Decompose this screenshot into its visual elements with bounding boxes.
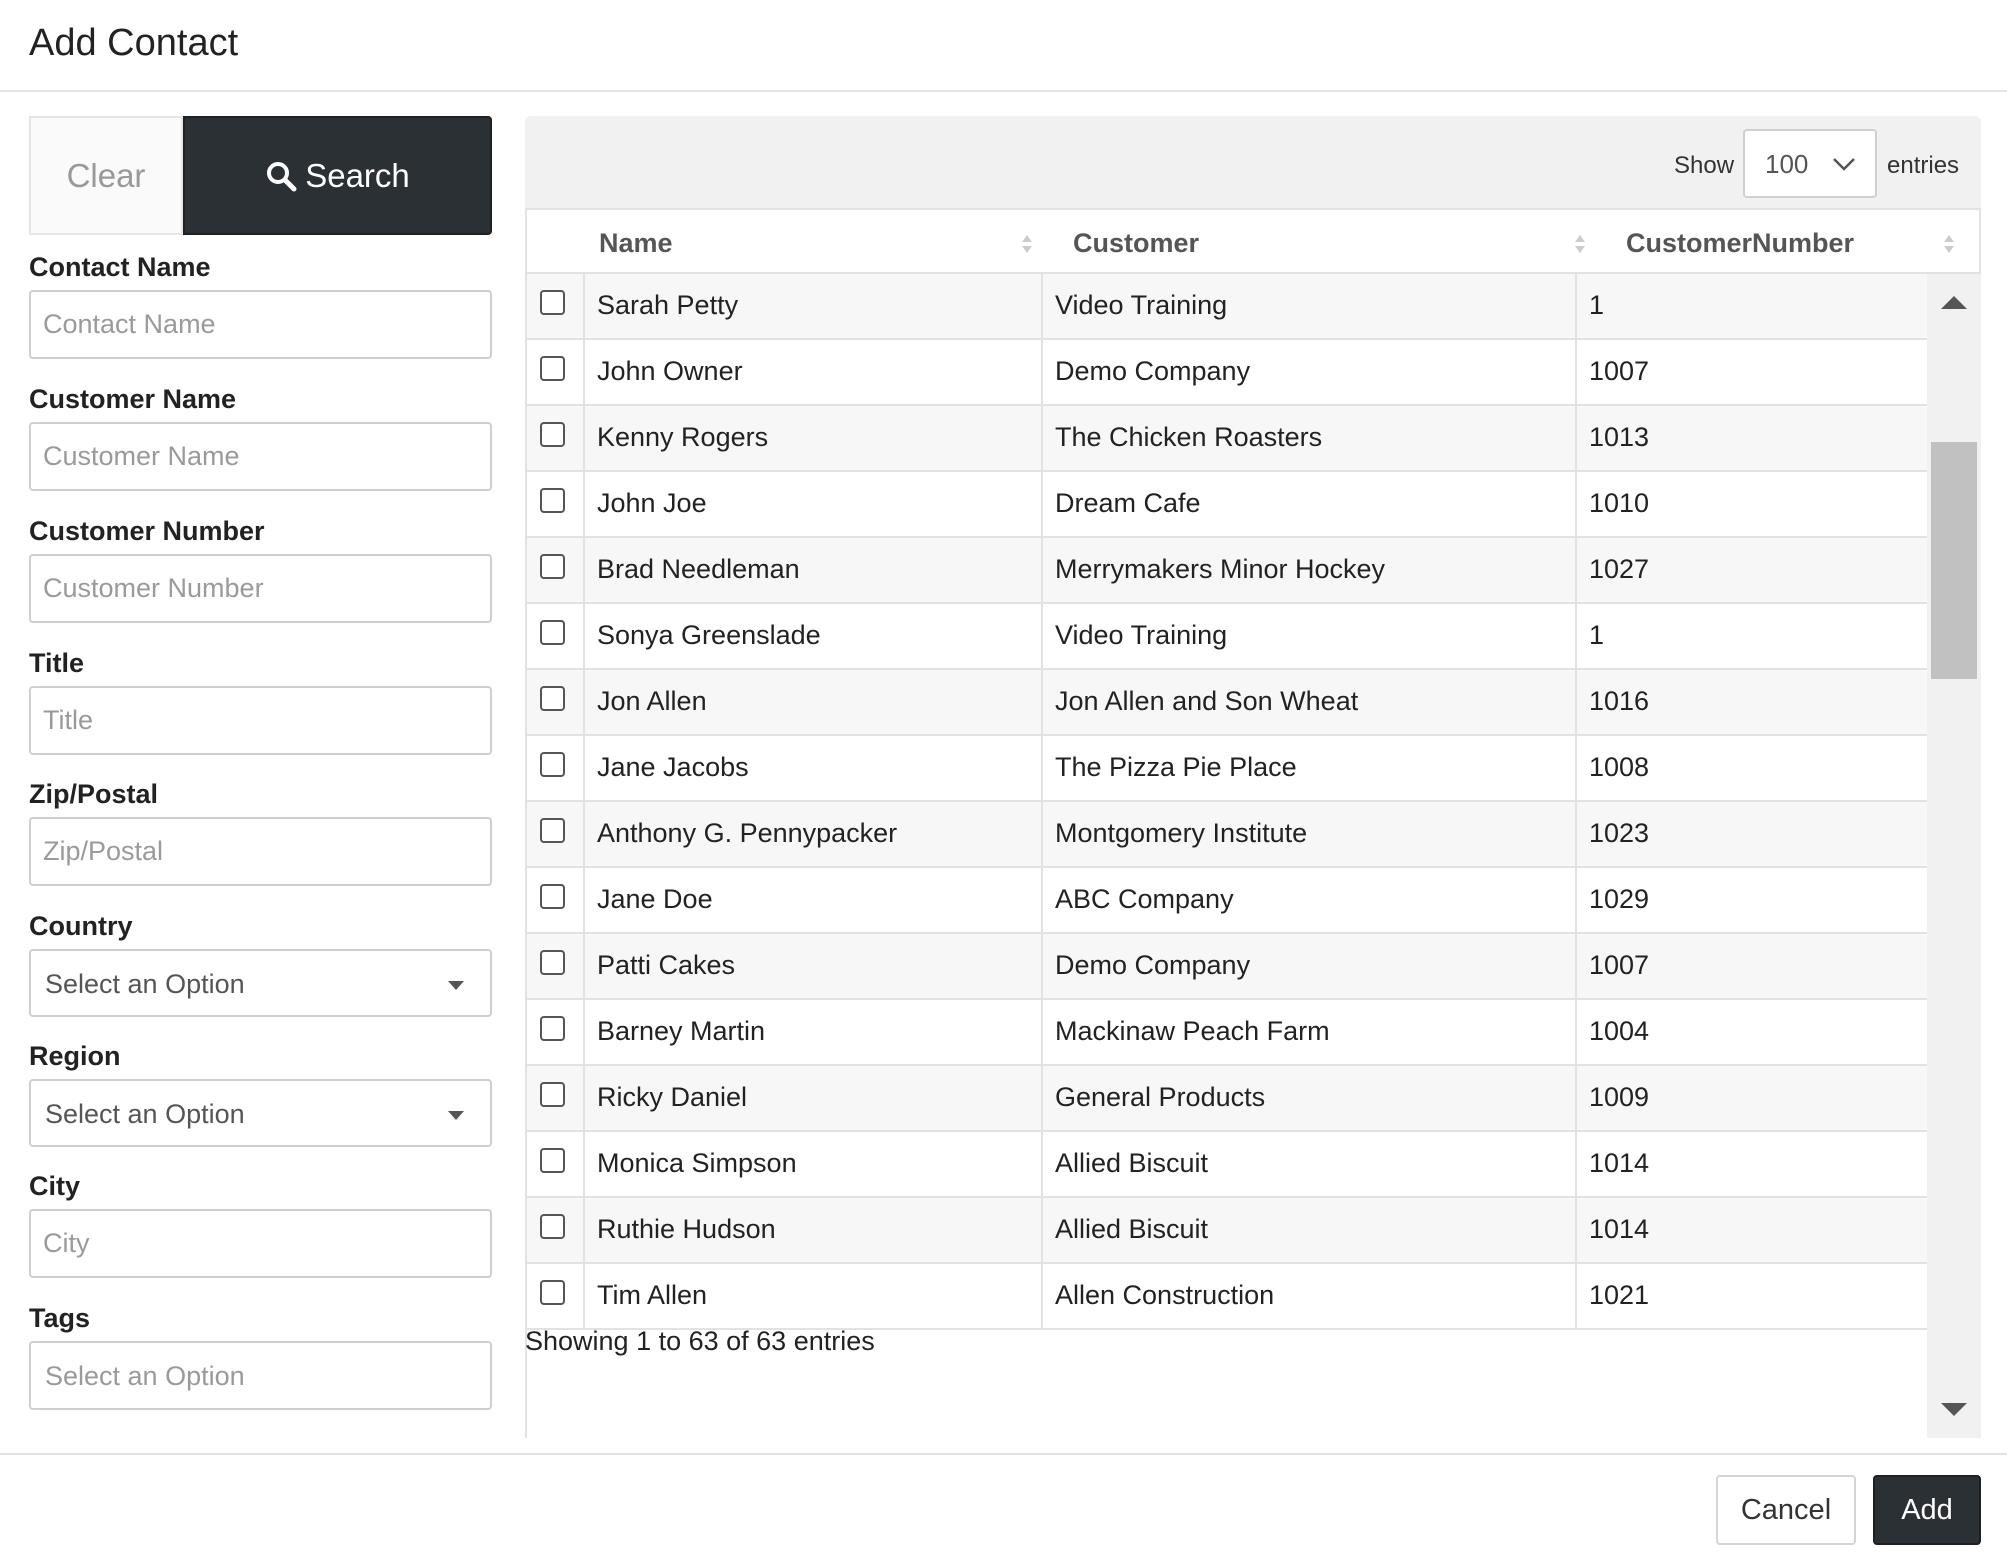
select-cell	[527, 340, 585, 404]
customer-name: Jon Allen and Son Wheat	[1055, 686, 1359, 716]
customer-cell	[1043, 538, 1577, 602]
select-cell	[527, 868, 585, 932]
row-checkbox[interactable]	[540, 290, 565, 315]
customer-number: 1027	[1589, 554, 1650, 584]
customer-number-cell	[1577, 604, 1929, 668]
dialog-footer	[0, 1453, 2007, 1554]
filter-button-group	[29, 116, 492, 235]
title-label: Title	[29, 648, 85, 678]
name-cell	[585, 802, 1043, 866]
customer-number: 1009	[1589, 1082, 1650, 1112]
contact-name: Ruthie Hudson	[597, 1214, 776, 1244]
tags-label: Tags	[29, 1303, 91, 1333]
name-cell	[585, 934, 1043, 998]
name-cell	[585, 1132, 1043, 1196]
customer-name-label: Customer Name	[29, 384, 237, 414]
select-cell	[527, 1132, 585, 1196]
table-row[interactable]	[527, 538, 1929, 604]
contacts-table-panel	[525, 116, 1981, 1324]
cancel-button[interactable]: Cancel	[1716, 1475, 1856, 1545]
table-row[interactable]	[527, 406, 1929, 472]
show-label: Show	[1674, 152, 1735, 179]
city-label: City	[29, 1171, 81, 1201]
select-cell	[527, 406, 585, 470]
region-select[interactable]	[29, 1079, 492, 1147]
customer-name: Merrymakers Minor Hockey	[1055, 554, 1386, 584]
customer-name: Mackinaw Peach Farm	[1055, 1016, 1330, 1046]
row-checkbox[interactable]	[540, 818, 565, 843]
table-row[interactable]	[527, 1066, 1929, 1132]
select-cell	[527, 604, 585, 668]
name-cell	[585, 1198, 1043, 1262]
table-row[interactable]	[527, 1132, 1929, 1198]
customer-cell	[1043, 340, 1577, 404]
contact-name-label: Contact Name	[29, 252, 211, 282]
table-row[interactable]	[527, 604, 1929, 670]
tags-select[interactable]	[29, 1341, 492, 1410]
search-button[interactable]	[183, 116, 492, 235]
customer-cell	[1043, 274, 1577, 338]
scroll-down-arrow-icon[interactable]	[1941, 1403, 1967, 1416]
customer-name: Demo Company	[1055, 950, 1251, 980]
name-cell	[585, 1066, 1043, 1130]
customer-number-cell	[1577, 1000, 1929, 1064]
row-checkbox[interactable]	[540, 1214, 565, 1239]
zip-postal-input[interactable]	[29, 817, 492, 886]
contact-name: Jane Doe	[597, 884, 713, 914]
table-row[interactable]	[527, 868, 1929, 934]
contact-name: Kenny Rogers	[597, 422, 769, 452]
contact-name: Ricky Daniel	[597, 1082, 748, 1112]
table-row[interactable]	[527, 670, 1929, 736]
customer-number-cell	[1577, 406, 1929, 470]
name-cell	[585, 670, 1043, 734]
search-icon	[265, 160, 297, 192]
row-checkbox[interactable]	[540, 356, 565, 381]
name-cell	[585, 604, 1043, 668]
select-cell	[527, 934, 585, 998]
customer-number: 1007	[1589, 356, 1650, 386]
row-checkbox[interactable]	[540, 1082, 565, 1107]
country-label: Country	[29, 911, 133, 941]
scrollbar-thumb[interactable]	[1931, 442, 1977, 679]
column-header-customer-number[interactable]: CustomerNumber	[1626, 228, 1855, 258]
row-checkbox[interactable]	[540, 1280, 565, 1305]
table-row[interactable]	[527, 340, 1929, 406]
row-checkbox[interactable]	[540, 488, 565, 513]
caret-down-icon	[448, 1111, 464, 1120]
customer-number: 1014	[1589, 1148, 1650, 1178]
contact-name-input[interactable]	[29, 290, 492, 359]
table-row[interactable]	[527, 1264, 1929, 1330]
customer-number-cell	[1577, 1198, 1929, 1262]
customer-number: 1007	[1589, 950, 1650, 980]
add-button[interactable]: Add	[1873, 1475, 1981, 1545]
row-checkbox[interactable]	[540, 950, 565, 975]
customer-number: 1014	[1589, 1214, 1650, 1244]
customer-number-cell	[1577, 670, 1929, 734]
page-length-value: 100	[1765, 149, 1809, 179]
contact-name: Monica Simpson	[597, 1148, 797, 1178]
chevron-down-icon	[1831, 151, 1857, 177]
customer-name: Demo Company	[1055, 356, 1251, 386]
country-select[interactable]	[29, 949, 492, 1017]
table-toolbar	[525, 116, 1981, 208]
customer-number: 1029	[1589, 884, 1650, 914]
customer-name: Dream Cafe	[1055, 488, 1201, 518]
table-row[interactable]	[527, 1198, 1929, 1264]
customer-name: The Pizza Pie Place	[1055, 752, 1297, 782]
customer-cell	[1043, 868, 1577, 932]
customer-name-input[interactable]	[29, 422, 492, 491]
customer-cell	[1043, 406, 1577, 470]
column-header-customer[interactable]: Customer	[1073, 228, 1200, 258]
contact-name: Jon Allen	[597, 686, 707, 716]
customer-number-cell	[1577, 1066, 1929, 1130]
customer-cell	[1043, 1132, 1577, 1196]
name-cell	[585, 406, 1043, 470]
contact-name: Sarah Petty	[597, 290, 739, 320]
customer-number: 1021	[1589, 1280, 1650, 1310]
row-checkbox[interactable]	[540, 884, 565, 909]
customer-number: 1013	[1589, 422, 1650, 452]
sort-icon	[1943, 232, 1955, 256]
contact-name: John Owner	[597, 356, 743, 386]
contact-name: Patti Cakes	[597, 950, 736, 980]
row-checkbox[interactable]	[540, 620, 565, 645]
select-cell	[527, 538, 585, 602]
name-cell	[585, 1264, 1043, 1328]
customer-number-cell	[1577, 802, 1929, 866]
region-select-value: Select an Option	[45, 1099, 245, 1129]
customer-cell	[1043, 1198, 1577, 1262]
customer-number-cell	[1577, 1132, 1929, 1196]
select-cell	[527, 802, 585, 866]
customer-number-label: Customer Number	[29, 516, 265, 546]
row-checkbox[interactable]	[540, 1016, 565, 1041]
customer-number-cell	[1577, 472, 1929, 536]
customer-name: Allied Biscuit	[1055, 1148, 1209, 1178]
dialog-header	[0, 0, 2007, 92]
name-cell	[585, 736, 1043, 800]
customer-number-cell	[1577, 274, 1929, 338]
customer-number-cell	[1577, 538, 1929, 602]
customer-number-cell	[1577, 1264, 1929, 1328]
scroll-up-arrow-icon[interactable]	[1941, 296, 1967, 309]
customer-name: The Chicken Roasters	[1055, 422, 1323, 452]
table-row[interactable]	[527, 736, 1929, 802]
customer-name: Allen Construction	[1055, 1280, 1275, 1310]
sort-icon	[1021, 232, 1033, 256]
customer-cell	[1043, 472, 1577, 536]
table-header	[525, 208, 1981, 274]
tags-placeholder: Select an Option	[45, 1361, 245, 1391]
customer-number: 1	[1589, 620, 1605, 650]
row-checkbox[interactable]	[540, 422, 565, 447]
table-row[interactable]	[527, 934, 1929, 1000]
title-input[interactable]	[29, 686, 492, 755]
select-cell	[527, 1066, 585, 1130]
customer-name: ABC Company	[1055, 884, 1234, 914]
customer-number: 1023	[1589, 818, 1650, 848]
table-row[interactable]	[527, 472, 1929, 538]
dialog-title: Add Contact	[29, 22, 239, 64]
column-header-name[interactable]: Name	[599, 228, 673, 258]
row-checkbox[interactable]	[540, 554, 565, 579]
contact-name: Jane Jacobs	[597, 752, 749, 782]
customer-number: 1004	[1589, 1016, 1650, 1046]
row-checkbox[interactable]	[540, 752, 565, 777]
customer-name: Allied Biscuit	[1055, 1214, 1209, 1244]
customer-number-cell	[1577, 340, 1929, 404]
contact-name: Tim Allen	[597, 1280, 708, 1310]
name-cell	[585, 340, 1043, 404]
name-cell	[585, 274, 1043, 338]
name-cell	[585, 538, 1043, 602]
customer-cell	[1043, 1066, 1577, 1130]
select-cell	[527, 472, 585, 536]
contact-name: John Joe	[597, 488, 707, 518]
customer-name: Video Training	[1055, 620, 1228, 650]
customer-number: 1	[1589, 290, 1605, 320]
name-cell	[585, 1000, 1043, 1064]
search-button-label: Search	[305, 156, 410, 194]
clear-button[interactable]: Clear	[29, 116, 183, 235]
customer-cell	[1043, 802, 1577, 866]
select-cell	[527, 736, 585, 800]
table-row[interactable]	[527, 1000, 1929, 1066]
name-cell	[585, 868, 1043, 932]
customer-number-cell	[1577, 868, 1929, 932]
caret-down-icon	[448, 981, 464, 990]
customer-name: Montgomery Institute	[1055, 818, 1308, 848]
customer-number: 1010	[1589, 488, 1650, 518]
page-length-select[interactable]	[1743, 129, 1877, 198]
customer-cell	[1043, 736, 1577, 800]
zip-postal-label: Zip/Postal	[29, 779, 159, 809]
select-cell	[527, 274, 585, 338]
customer-name: Video Training	[1055, 290, 1228, 320]
city-input[interactable]	[29, 1209, 492, 1278]
contact-name: Sonya Greenslade	[597, 620, 821, 650]
table-body	[525, 274, 1981, 1438]
select-cell	[527, 1198, 585, 1262]
row-checkbox[interactable]	[540, 1148, 565, 1173]
customer-number: 1008	[1589, 752, 1650, 782]
customer-cell	[1043, 604, 1577, 668]
customer-number-cell	[1577, 736, 1929, 800]
contact-name: Brad Needleman	[597, 554, 800, 584]
sort-icon	[1574, 232, 1586, 256]
table-row[interactable]	[527, 802, 1929, 868]
customer-number-input[interactable]	[29, 554, 492, 623]
customer-number: 1016	[1589, 686, 1650, 716]
contact-name: Anthony G. Pennypacker	[597, 818, 898, 848]
select-cell	[527, 1000, 585, 1064]
customer-cell	[1043, 934, 1577, 998]
name-cell	[585, 472, 1043, 536]
row-checkbox[interactable]	[540, 686, 565, 711]
region-label: Region	[29, 1041, 121, 1071]
country-select-value: Select an Option	[45, 969, 245, 999]
customer-cell	[1043, 1264, 1577, 1328]
customer-name: General Products	[1055, 1082, 1266, 1112]
contact-name: Barney Martin	[597, 1016, 766, 1046]
customer-number-cell	[1577, 934, 1929, 998]
customer-cell	[1043, 1000, 1577, 1064]
table-info: Showing 1 to 63 of 63 entries	[525, 1326, 875, 1356]
select-cell	[527, 670, 585, 734]
table-scrollbar[interactable]	[1927, 274, 1981, 1438]
select-cell	[527, 1264, 585, 1328]
entries-label: entries	[1887, 152, 1960, 179]
customer-cell	[1043, 670, 1577, 734]
table-row[interactable]	[527, 274, 1929, 340]
